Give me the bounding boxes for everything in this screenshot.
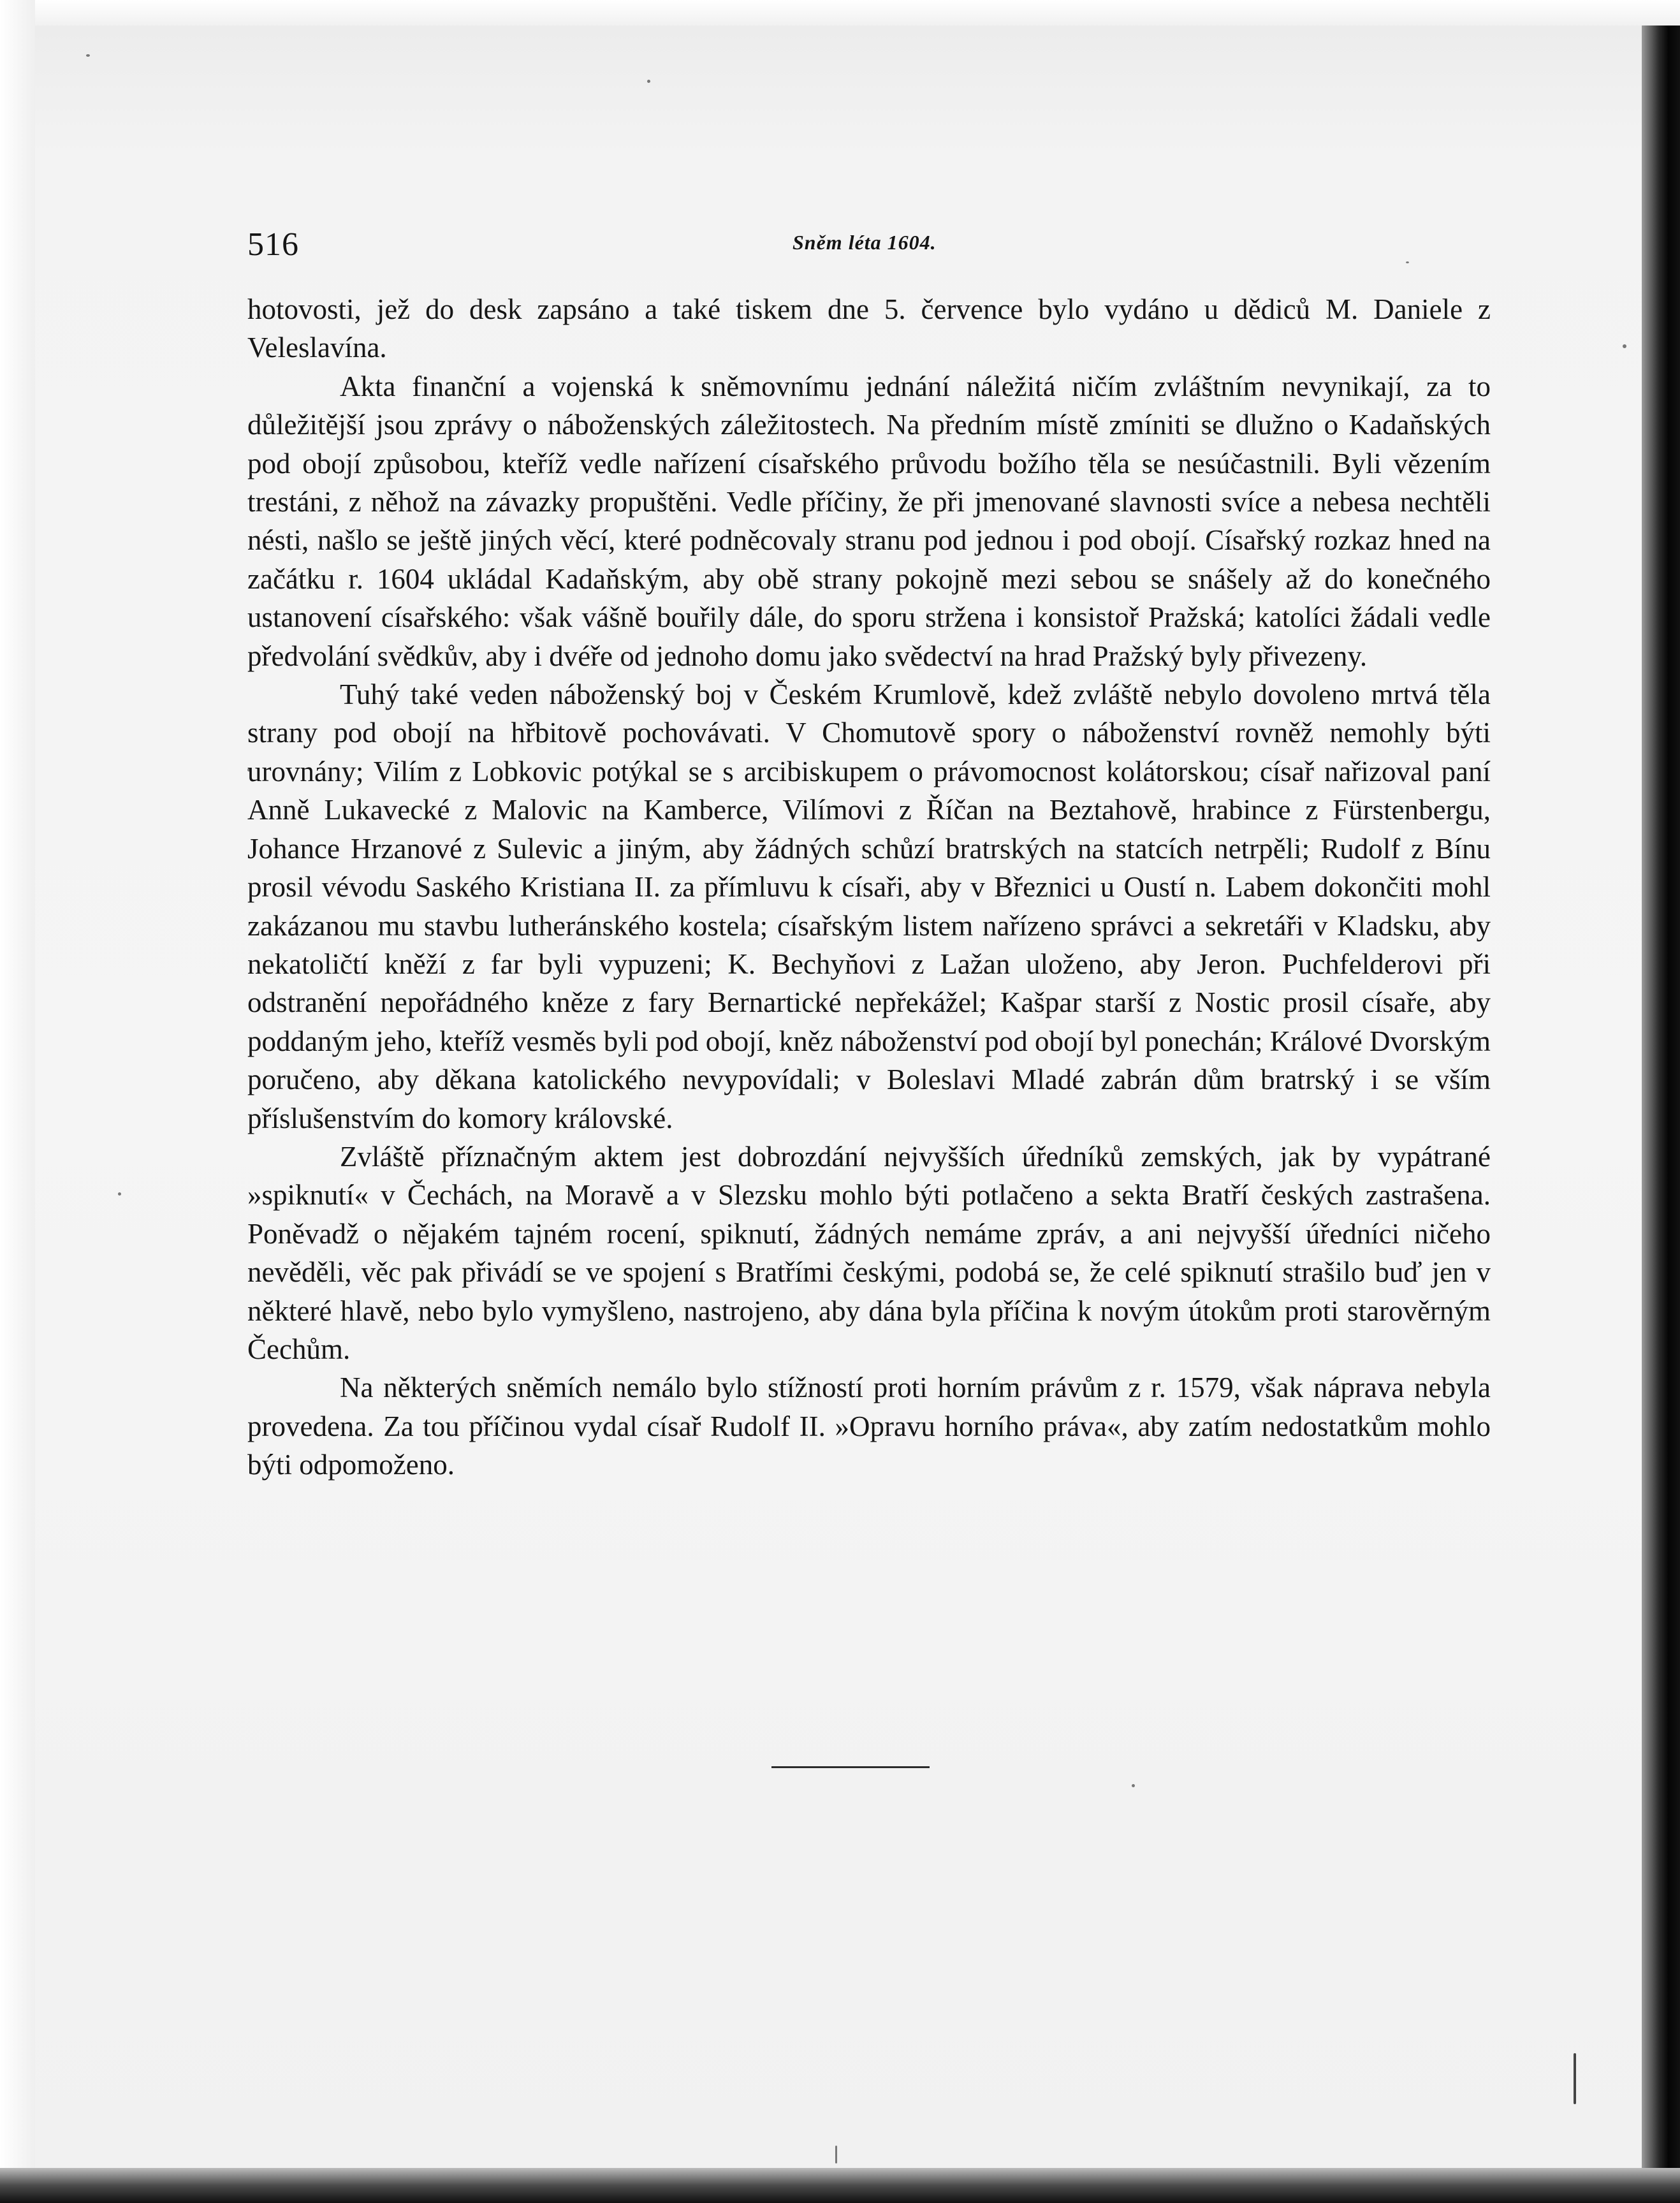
paragraph: Zvláště příznačným aktem jest dobrozdání nejvyšších úředníků zemských, jak by vypátrané »spiknutí« v Čechách, na Moravě a v Slezsku mohlo býti potlačeno a sekta Bratří českých zastrašena. Poněvadž o nějakém tajném rocení, spiknutí, žádných nemáme zpráv, a ani nejvyšší úředníci ničeho nevěděli, věc pak přivádí se ve spojení s Bratřími českými, podobá se, že celé spiknutí strašilo buď jen v některé hlavě, nebo bylo vymyšleno, nastrojeno, aby dána byla příčina k novým útokům proti starověrným Čechům. — [247, 1140, 1491, 1365]
paragraph: hotovosti, jež do desk zapsáno a také tiskem dne 5. července bylo vydáno u dědiců M. Daniele z Veleslavína. — [247, 293, 1491, 364]
running-head: Sněm léta 1604. — [793, 231, 937, 254]
scan-speck — [835, 2146, 837, 2163]
paragraph: Akta finanční a vojenská k sněmovnímu jednání náležitá ničím zvláštním nevynikají, za to důležitější jsou zprávy o náboženských záležitostech. Na předním místě zmíniti se dlužno o Kadaňských pod obojí způsobou, kteříž vedle nařízení císařského průvodu božího těla se nesúčastnili. Byli vězením trestáni, z něhož na závazky propuštěni. Vedle příčiny, že při jmenované slavnosti svíce a nebesa nechtěli nésti, našlo se ještě jiných věcí, které podněcovaly stranu pod jednou i pod obojí. Císařský rozkaz hned na začátku r. 1604 ukládal Kadaňským, aby obě strany pokojně mezi sebou se snášely až do konečného ustanovení císařského: však vášně bouřily dále, do sporu stržena i konsistoř Pražská; katolíci žádali vedle předvolání svědkův, aby i dvéře od jednoho domu jako svědectví na hrad Pražský byly přivezeny. — [247, 370, 1491, 672]
scan-speck — [86, 54, 90, 57]
section-end-rule — [771, 1766, 930, 1768]
paragraph: Tuhý také veden náboženský boj v Českém Krumlově, kdež zvláště nebylo dovoleno mrtvá těla strany pod obojí na hřbitově pochovávati. V Chomutově spory o náboženství rovněž nemohly býti urovnány; Vilím z Lobkovic potýkal se s arcibiskupem o právomocnost kolátorskou; císař nařizoval paní Anně Lukavecké z Malovic na Kamberce, Vilímovi z Říčan na Beztahově, hrabince z Fürstenbergu, Johance Hrzanové z Sulevic a jiným, aby žádných schůzí bratrských na statcích netrpěli; Rudolf z Bínu prosil vévodu Saského Kristiana II. za přímluvu k císaři, aby v Březnici u Oustí n. Labem dokončiti mohl zakázanou mu stavbu lutheránského kostela; císařským listem nařízeno správci a sekretáři v Kladsku, aby nekatoličtí kněží z far byli vypuzeni; K. Bechyňovi z Lažan uloženo, aby Jeron. Puchfelderovi při odstranění nepořádného kněze z fary Bernartické nepřekážel; Kašpar starší z Nostic prosil císaře, aby poddaným jeho, kteříž vesměs byli pod obojí, kněz náboženství pod obojí byl ponechán; Králové Dvorským poručeno, aby děkana katolického nevypovídali; v Boleslavi Mladé zabrán dům bratrský i se vším příslušenstvím do komory královské. — [247, 678, 1491, 1134]
scan-left-margin — [0, 0, 35, 2203]
scan-top-margin — [0, 0, 1680, 26]
paragraph: Na některých sněmích nemálo bylo stížností proti horním právům z r. 1579, však náprava nebyla provedena. Za tou příčinou vydal císař Rudolf II. »Opravu horního práva«, aby zatím nedostatkům mohlo býti odpomoženo. — [247, 1372, 1491, 1481]
scan-right-edge-shadow — [1642, 26, 1680, 2203]
page-header — [247, 217, 1491, 268]
scan-speck — [1132, 1784, 1135, 1787]
scan-bottom-edge-shadow — [0, 2168, 1680, 2203]
scan-speck — [1574, 2053, 1576, 2104]
scan-speck — [647, 80, 650, 83]
page-number: 516 — [247, 226, 299, 263]
scan-speck — [118, 1192, 121, 1196]
scan-speck — [1623, 344, 1626, 348]
body-text — [247, 290, 1491, 1484]
